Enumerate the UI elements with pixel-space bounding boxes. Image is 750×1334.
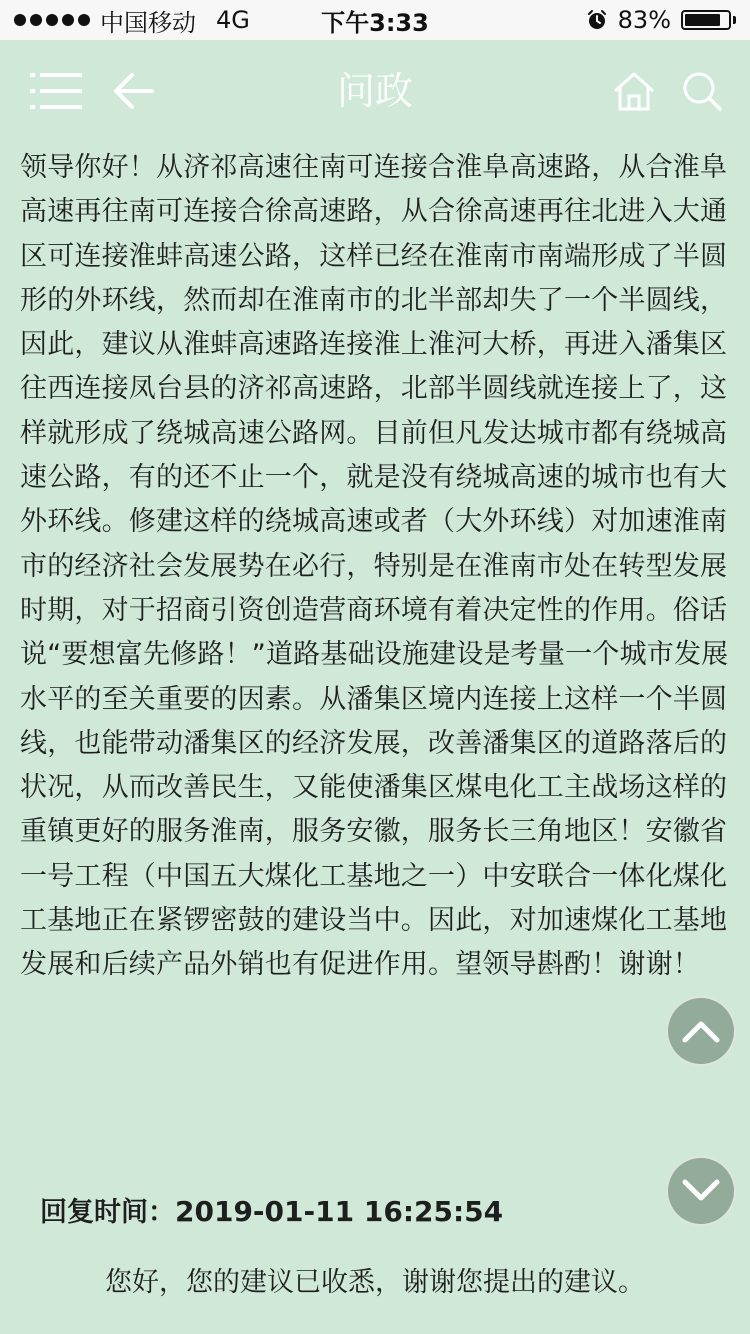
- scroll-down-button[interactable]: [666, 1156, 736, 1226]
- battery-icon: [681, 10, 736, 30]
- carrier-name: 中国移动: [100, 8, 196, 37]
- scroll-up-button[interactable]: [666, 996, 736, 1066]
- status-bar: [0, 0, 750, 40]
- status-time: 下午3:33: [321, 8, 429, 37]
- reply-content: 您好，您的建议已收悉，谢谢您提出的建议。: [105, 1267, 645, 1298]
- search-icon[interactable]: [676, 68, 728, 114]
- reply-time: [40, 1190, 503, 1229]
- network-type: 4G: [216, 6, 250, 34]
- alarm-icon: [586, 9, 608, 31]
- home-icon[interactable]: [608, 68, 660, 114]
- page-title: 问政: [336, 69, 413, 113]
- chevron-down-icon: [681, 1178, 721, 1204]
- battery-percent: 83%: [617, 6, 671, 34]
- signal-strength-icon: [14, 14, 90, 26]
- article-body: [20, 146, 732, 988]
- article-text: 领导你好！从济祁高速往南可连接合淮阜高速路，从合淮阜高速再往南可连接合徐高速路，从合徐高速再往北进入大通区可连接淮蚌高速公路，这样已经在淮南市南端形成了半圆形的外环线，然而却在淮南市的北半部却失了一个半圆线，因此，建议从淮蚌高速路连接淮上淮河大桥，再进入潘集区往西连接凤台县的济祁高速路，北部半圆线就连接上了，这样就形成了绕城高速公路网。目前但凡发达城市都有绕城高速公路，有的还不止一个，就是没有绕城高速的城市也有大外环线。修建这样的绕城高速或者（大外环线）对加速淮南市的经济社会发展势在必行，特别是在淮南市处在转型发展时期，对于招商引资创造营商环境有着决定性的作用。俗话说“要想富先修路！”道路基础设施建设是考量一个城市发展水平的至关重要的因素。从潘集区境内连接上这样一个半圆线，也能带动潘集区的经济发展，改善潘集区的道路落后的状况，从而改善民生，又能使潘集区煤电化工主战场这样的重镇更好的服务淮南，服务安徽，服务长三角地区！安徽省一号工程（中国五大煤化工基地之一）中安联合一体化煤化工基地正在紧锣密鼓的建设当中。因此，对加速煤化工基地发展和后续产品外销也有促进作用。望领导斟酌！谢谢！: [20, 152, 729, 981]
- reply-time-label: 回复时间：: [40, 1197, 175, 1228]
- chevron-up-icon: [681, 1018, 721, 1044]
- nav-bar: [0, 40, 750, 142]
- reply-time-value: 2019-01-11 16:25:54: [175, 1195, 504, 1228]
